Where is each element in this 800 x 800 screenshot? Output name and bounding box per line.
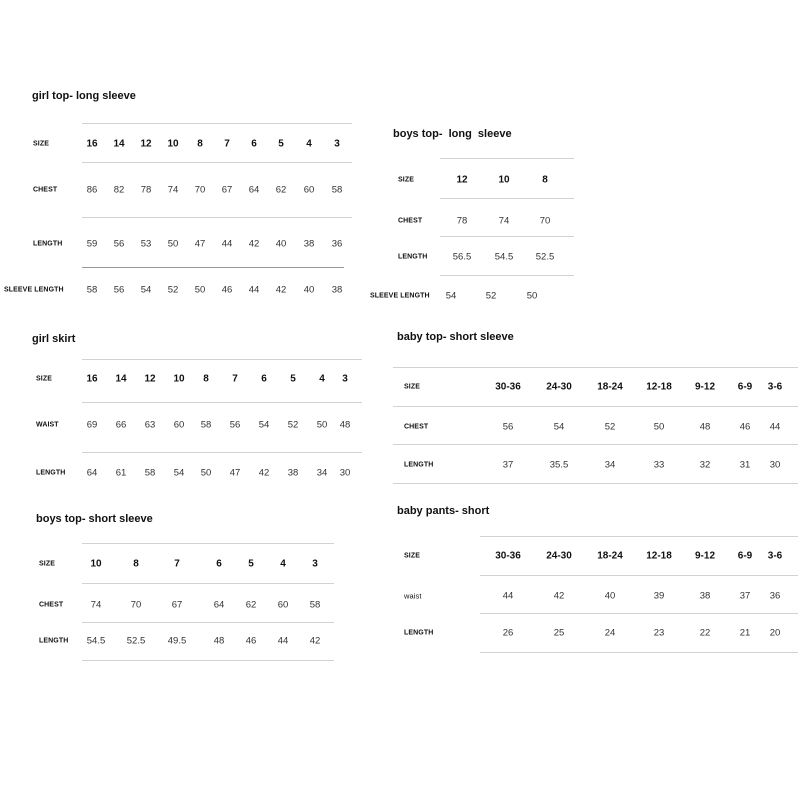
table-divider (82, 217, 352, 218)
size-header-cell: 8 (197, 138, 203, 150)
table-cell: 44 (502, 590, 514, 602)
table-cell: 38 (699, 590, 711, 602)
size-header-cell: 10 (90, 558, 102, 570)
size-header-cell: 30-36 (495, 381, 521, 393)
size-header-cell: 7 (232, 373, 238, 385)
table-cell: 24 (604, 627, 616, 639)
size-header-cell: 12-18 (646, 381, 672, 393)
table-cell: 56 (113, 238, 125, 250)
table-cell: 53 (140, 238, 152, 250)
row-label: LENGTH (404, 629, 434, 637)
table-cell: 78 (140, 184, 152, 196)
table-cell: 50 (316, 419, 328, 431)
table-cell: 54.5 (494, 251, 514, 263)
table-divider (82, 583, 334, 584)
table-cell: 54 (140, 284, 152, 296)
size-header-cell: 7 (224, 138, 230, 150)
row-label: LENGTH (39, 637, 69, 645)
table-cell: 42 (248, 238, 260, 250)
table-cell: 69 (86, 419, 98, 431)
table-divider (440, 158, 574, 159)
table-cell: 44 (221, 238, 233, 250)
table-cell: 70 (539, 215, 551, 227)
table-divider (393, 406, 798, 407)
size-header-cell: 4 (319, 373, 325, 385)
row-label: SIZE (36, 375, 52, 383)
table-cell: 37 (502, 459, 514, 471)
table-divider (82, 622, 334, 623)
size-header-cell: 8 (203, 373, 209, 385)
table-divider (393, 483, 798, 484)
table-cell: 30 (339, 467, 351, 479)
table-cell: 48 (699, 421, 711, 433)
size-header-cell: 14 (115, 373, 127, 385)
table-cell: 42 (275, 284, 287, 296)
row-label: SIZE (39, 560, 55, 568)
table-cell: 62 (275, 184, 287, 196)
table-cell: 54.5 (86, 635, 106, 647)
size-header-cell: 12 (456, 174, 468, 186)
table-divider (82, 402, 362, 403)
table-cell: 64 (248, 184, 260, 196)
table-cell: 30 (769, 459, 781, 471)
table-cell: 74 (90, 599, 102, 611)
table-divider (82, 660, 334, 661)
table-cell: 33 (653, 459, 665, 471)
table-cell: 74 (167, 184, 179, 196)
table-divider (440, 275, 574, 276)
size-header-cell: 9-12 (694, 550, 716, 562)
table-cell: 40 (604, 590, 616, 602)
table-divider (480, 536, 798, 537)
size-header-cell: 14 (113, 138, 125, 150)
table-title-boys-top-short-sleeve: boys top- short sleeve (36, 513, 153, 525)
table-cell: 52.5 (535, 251, 555, 263)
size-header-cell: 16 (86, 373, 98, 385)
size-header-cell: 24-30 (546, 550, 572, 562)
table-cell: 36 (331, 238, 343, 250)
row-label: SLEEVE LENGTH (370, 292, 430, 300)
table-cell: 54 (173, 467, 185, 479)
size-header-cell: 8 (133, 558, 139, 570)
size-header-cell: 3 (342, 373, 348, 385)
table-cell: 52 (287, 419, 299, 431)
table-cell: 66 (115, 419, 127, 431)
size-header-cell: 18-24 (597, 550, 623, 562)
table-cell: 44 (277, 635, 289, 647)
row-label: WAIST (36, 421, 59, 429)
table-cell: 32 (699, 459, 711, 471)
table-cell: 64 (86, 467, 98, 479)
table-divider (82, 359, 362, 360)
table-cell: 56.5 (452, 251, 472, 263)
table-divider (82, 267, 344, 268)
size-header-cell: 12 (140, 138, 152, 150)
table-cell: 61 (115, 467, 127, 479)
size-header-cell: 18-24 (597, 381, 623, 393)
size-header-cell: 10 (167, 138, 179, 150)
size-header-cell: 9-12 (694, 381, 716, 393)
row-label: SLEEVE LENGTH (4, 286, 64, 294)
table-cell: 49.5 (167, 635, 187, 647)
table-cell: 56 (502, 421, 514, 433)
row-label: SIZE (33, 140, 49, 148)
table-cell: 23 (653, 627, 665, 639)
table-cell: 34 (604, 459, 616, 471)
table-cell: 42 (258, 467, 270, 479)
size-header-cell: 30-36 (495, 550, 521, 562)
row-label: waist (404, 591, 422, 601)
table-cell: 58 (86, 284, 98, 296)
table-cell: 48 (213, 635, 225, 647)
size-header-cell: 12 (144, 373, 156, 385)
table-cell: 50 (653, 421, 665, 433)
size-header-cell: 6-9 (737, 550, 753, 562)
table-cell: 22 (699, 627, 711, 639)
size-header-cell: 3-6 (767, 550, 783, 562)
size-header-cell: 3 (312, 558, 318, 570)
table-cell: 60 (303, 184, 315, 196)
table-cell: 54 (258, 419, 270, 431)
table-cell: 54 (445, 290, 457, 302)
row-label: SIZE (398, 176, 414, 184)
table-cell: 58 (309, 599, 321, 611)
table-cell: 70 (194, 184, 206, 196)
row-label: SIZE (404, 552, 420, 560)
table-cell: 59 (86, 238, 98, 250)
table-cell: 52 (604, 421, 616, 433)
table-cell: 78 (456, 215, 468, 227)
size-header-cell: 8 (542, 174, 548, 186)
table-cell: 60 (277, 599, 289, 611)
table-cell: 64 (213, 599, 225, 611)
table-title-girl-top-long-sleeve: girl top- long sleeve (32, 90, 136, 102)
table-title-boys-top-long-sleeve: boys top- long sleeve (393, 128, 512, 140)
row-label: LENGTH (404, 461, 434, 469)
table-cell: 38 (303, 238, 315, 250)
row-label: SIZE (404, 383, 420, 391)
table-cell: 70 (130, 599, 142, 611)
table-cell: 50 (167, 238, 179, 250)
table-cell: 47 (194, 238, 206, 250)
table-cell: 44 (769, 421, 781, 433)
table-cell: 46 (739, 421, 751, 433)
table-cell: 34 (316, 467, 328, 479)
table-cell: 60 (173, 419, 185, 431)
size-header-cell: 6 (251, 138, 257, 150)
row-label: CHEST (39, 601, 64, 609)
size-header-cell: 6-9 (737, 381, 753, 393)
table-cell: 46 (221, 284, 233, 296)
table-title-baby-pants-short: baby pants- short (397, 505, 490, 517)
table-cell: 58 (144, 467, 156, 479)
table-cell: 38 (331, 284, 343, 296)
table-cell: 47 (229, 467, 241, 479)
table-cell: 48 (339, 419, 351, 431)
table-cell: 21 (739, 627, 751, 639)
table-cell: 67 (171, 599, 183, 611)
table-cell: 44 (248, 284, 260, 296)
table-title-girl-skirt: girl skirt (32, 333, 76, 345)
size-header-cell: 5 (248, 558, 254, 570)
size-header-cell: 24-30 (546, 381, 572, 393)
size-header-cell: 6 (216, 558, 222, 570)
table-cell: 25 (553, 627, 565, 639)
table-cell: 39 (653, 590, 665, 602)
row-label: CHEST (33, 186, 58, 194)
table-cell: 52 (485, 290, 497, 302)
table-divider (480, 575, 798, 576)
table-cell: 50 (194, 284, 206, 296)
table-divider (480, 613, 798, 614)
table-divider (440, 236, 574, 237)
table-cell: 40 (275, 238, 287, 250)
size-header-cell: 3-6 (767, 381, 783, 393)
table-cell: 52.5 (126, 635, 146, 647)
size-header-cell: 4 (306, 138, 312, 150)
table-cell: 26 (502, 627, 514, 639)
row-label: LENGTH (398, 253, 428, 261)
size-header-cell: 4 (280, 558, 286, 570)
row-label: LENGTH (33, 240, 63, 248)
table-cell: 56 (113, 284, 125, 296)
table-cell: 67 (221, 184, 233, 196)
size-header-cell: 12-18 (646, 550, 672, 562)
table-divider (82, 452, 362, 453)
table-cell: 82 (113, 184, 125, 196)
table-divider (393, 444, 798, 445)
table-divider (82, 543, 334, 544)
table-divider (393, 367, 798, 368)
table-cell: 63 (144, 419, 156, 431)
table-cell: 56 (229, 419, 241, 431)
table-cell: 50 (200, 467, 212, 479)
table-cell: 40 (303, 284, 315, 296)
table-cell: 42 (309, 635, 321, 647)
table-cell: 42 (553, 590, 565, 602)
table-divider (82, 162, 352, 163)
table-cell: 54 (553, 421, 565, 433)
table-cell: 35.5 (549, 459, 569, 471)
size-header-cell: 10 (173, 373, 185, 385)
table-divider (480, 652, 798, 653)
size-header-cell: 5 (278, 138, 284, 150)
row-label: LENGTH (36, 469, 66, 477)
size-header-cell: 5 (290, 373, 296, 385)
table-cell: 46 (245, 635, 257, 647)
table-cell: 62 (245, 599, 257, 611)
table-cell: 50 (526, 290, 538, 302)
row-label: CHEST (398, 217, 423, 225)
table-cell: 52 (167, 284, 179, 296)
size-header-cell: 7 (174, 558, 180, 570)
table-title-baby-top-short-sleeve: baby top- short sleeve (397, 331, 514, 343)
size-header-cell: 3 (334, 138, 340, 150)
size-header-cell: 6 (261, 373, 267, 385)
table-cell: 38 (287, 467, 299, 479)
table-cell: 31 (739, 459, 751, 471)
table-cell: 58 (200, 419, 212, 431)
table-cell: 74 (498, 215, 510, 227)
row-label: CHEST (404, 423, 429, 431)
table-cell: 37 (739, 590, 751, 602)
table-cell: 58 (331, 184, 343, 196)
table-cell: 86 (86, 184, 98, 196)
size-header-cell: 10 (498, 174, 510, 186)
size-header-cell: 16 (86, 138, 98, 150)
table-cell: 20 (769, 627, 781, 639)
table-divider (440, 198, 574, 199)
table-divider (82, 123, 352, 124)
table-cell: 36 (769, 590, 781, 602)
